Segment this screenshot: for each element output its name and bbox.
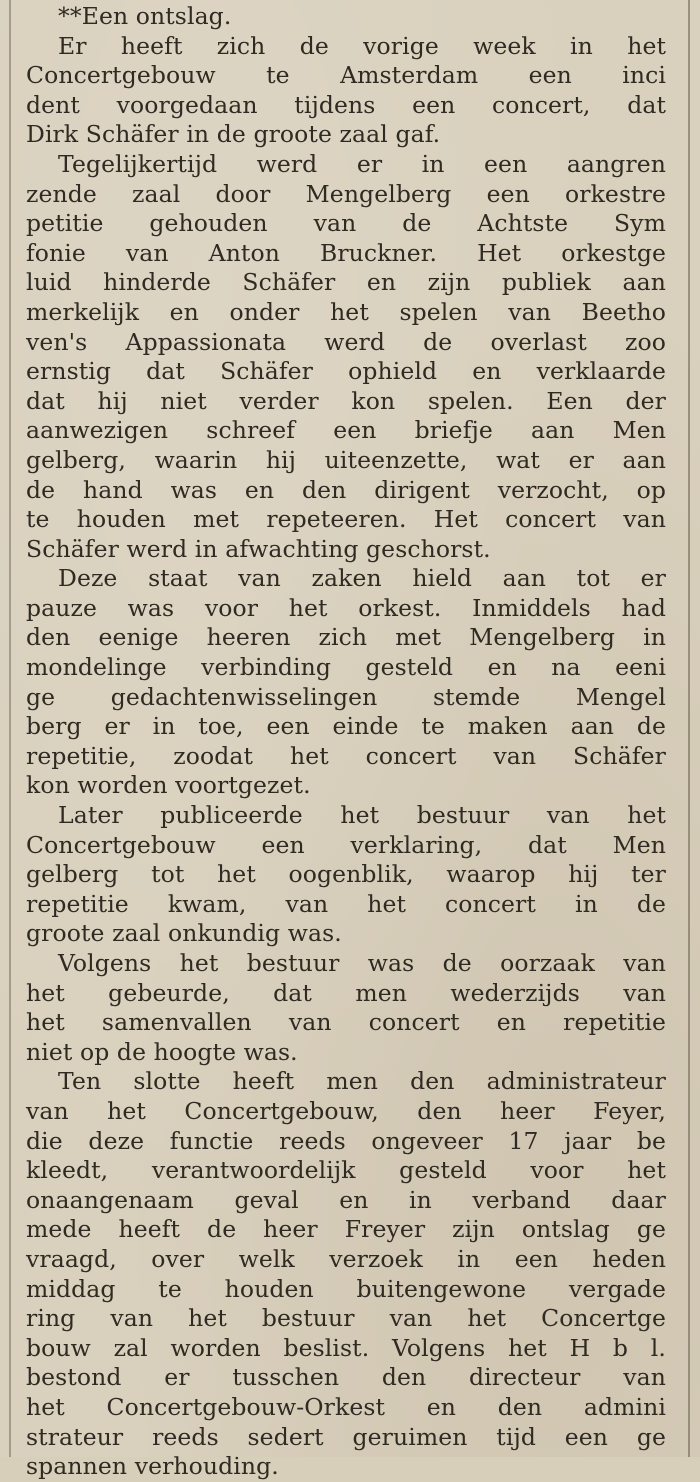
- paragraph-2-line-10: aanwezigen schreef een briefje aan Men: [26, 416, 666, 445]
- paragraph-2-line-13: te houden met repeteeren. Het concert van: [26, 505, 666, 534]
- paragraph-5-line-4: niet op de hoogte was.: [26, 1037, 298, 1066]
- paragraph-3-line-1: Deze staat van zaken hield aan tot er: [58, 564, 666, 593]
- paragraph-2-line-5: luid hinderde Schäfer en zijn publiek aan: [26, 268, 666, 297]
- paragraph-1-line-4: Dirk Schäfer in de groote zaal gaf.: [26, 120, 441, 149]
- paragraph-6-line-7: vraagd, over welk verzoek in een heden: [26, 1244, 666, 1273]
- paragraph-1-line-2: Concertgebouw te Amsterdam een inci: [26, 61, 666, 90]
- paragraph-3-line-4: mondelinge verbinding gesteld en na eeni: [26, 653, 666, 682]
- paragraph-6-line-8: middag te houden buitengewone vergade: [26, 1274, 666, 1303]
- paragraph-6-line-13: strateur reeds sedert geruimen tijd een ge: [26, 1422, 666, 1451]
- paragraph-6-line-12: het Concertgebouw-Orkest en den admini: [26, 1392, 666, 1421]
- paragraph-3-line-5: ge gedachtenwisselingen stemde Mengel: [26, 682, 666, 711]
- paragraph-6-line-6: mede heeft de heer Freyer zijn ontslag ge: [26, 1215, 666, 1244]
- paragraph-6-line-4: kleedt, verantwoordelijk gesteld voor het: [26, 1156, 666, 1185]
- paragraph-4-line-3: gelberg tot het oogenblik, waarop hij ter: [26, 860, 666, 889]
- paragraph-5-line-1: Volgens het bestuur was de oorzaak van: [58, 949, 666, 977]
- paragraph-5-line-3: het samenvallen van concert en repetitie: [26, 1008, 666, 1037]
- paragraph-2-line-14: Schäfer werd in afwachting geschorst.: [26, 534, 491, 563]
- paragraph-6-line-5: onaangenaam geval en in verband daar: [26, 1185, 666, 1214]
- paragraph-3-line-2: pauze was voor het orkest. Inmiddels had: [26, 593, 666, 622]
- paragraph-4-line-5: groote zaal onkundig was.: [26, 919, 342, 948]
- paragraph-6-line-9: ring van het bestuur van het Concertge: [26, 1304, 666, 1333]
- paragraph-2-line-7: ven's Appassionata werd de overlast zoo: [26, 327, 666, 356]
- paragraph-6-line-10: bouw zal worden beslist. Volgens het H b l.: [26, 1333, 666, 1362]
- paragraph-2-line-9: dat hij niet verder kon spelen. Een der: [26, 386, 666, 415]
- paragraph-3-line-6: berg er in toe, een einde te maken aan de: [26, 712, 666, 741]
- paragraph-6-line-14: spannen verhouding.: [26, 1452, 279, 1481]
- paragraph-2-line-2: zende zaal door Mengelberg een orkestre: [26, 179, 666, 208]
- paragraph-3-line-3: den eenige heeren zich met Mengelberg in: [26, 623, 666, 652]
- paragraph-2-line-6: merkelijk en onder het spelen van Beetho: [26, 297, 666, 326]
- paragraph-2-line-1: Tegelijkertijd werd er in een aangren: [58, 149, 666, 178]
- paragraph-6-line-2: van het Concertgebouw, den heer Feyer,: [26, 1096, 666, 1125]
- paragraph-2-line-4: fonie van Anton Bruckner. Het orkestge: [26, 238, 666, 267]
- paragraph-3-line-7: repetitie, zoodat het concert van Schäfer: [26, 741, 666, 770]
- paragraph-5-line-2: het gebeurde, dat men wederzijds van: [26, 978, 666, 1007]
- column-rule-left: [9, 0, 11, 1457]
- paragraph-2-line-3: petitie gehouden van de Achtste Sym: [26, 209, 666, 238]
- paragraph-4-line-4: repetitie kwam, van het concert in de: [26, 889, 666, 918]
- article-title: **Een ontslag.: [58, 2, 232, 30]
- paragraph-6-line-11: bestond er tusschen den directeur van: [26, 1363, 666, 1392]
- column-rule-right: [688, 0, 690, 1457]
- paragraph-4-line-2: Concertgebouw een verklaring, dat Men: [26, 830, 666, 859]
- article-column: [26, 2, 666, 1482]
- paragraph-2-line-8: ernstig dat Schäfer ophield en verklaarde: [26, 357, 666, 386]
- paragraph-3-line-8: kon worden voortgezet.: [26, 771, 311, 800]
- paragraph-6-line-3: die deze functie reeds ongeveer 17 jaar be: [26, 1126, 666, 1155]
- paragraph-4-line-1: Later publiceerde het bestuur van het: [58, 801, 666, 830]
- paragraph-6-line-1: Ten slotte heeft men den administrateur: [58, 1067, 666, 1096]
- paragraph-1-line-3: dent voorgedaan tijdens een concert, dat: [26, 90, 666, 119]
- paragraph-2-line-11: gelberg, waarin hij uiteenzette, wat er aan: [26, 445, 666, 474]
- paragraph-2-line-12: de hand was en den dirigent verzocht, op: [26, 475, 666, 504]
- paragraph-1-line-1: Er heeft zich de vorige week in het: [58, 31, 666, 60]
